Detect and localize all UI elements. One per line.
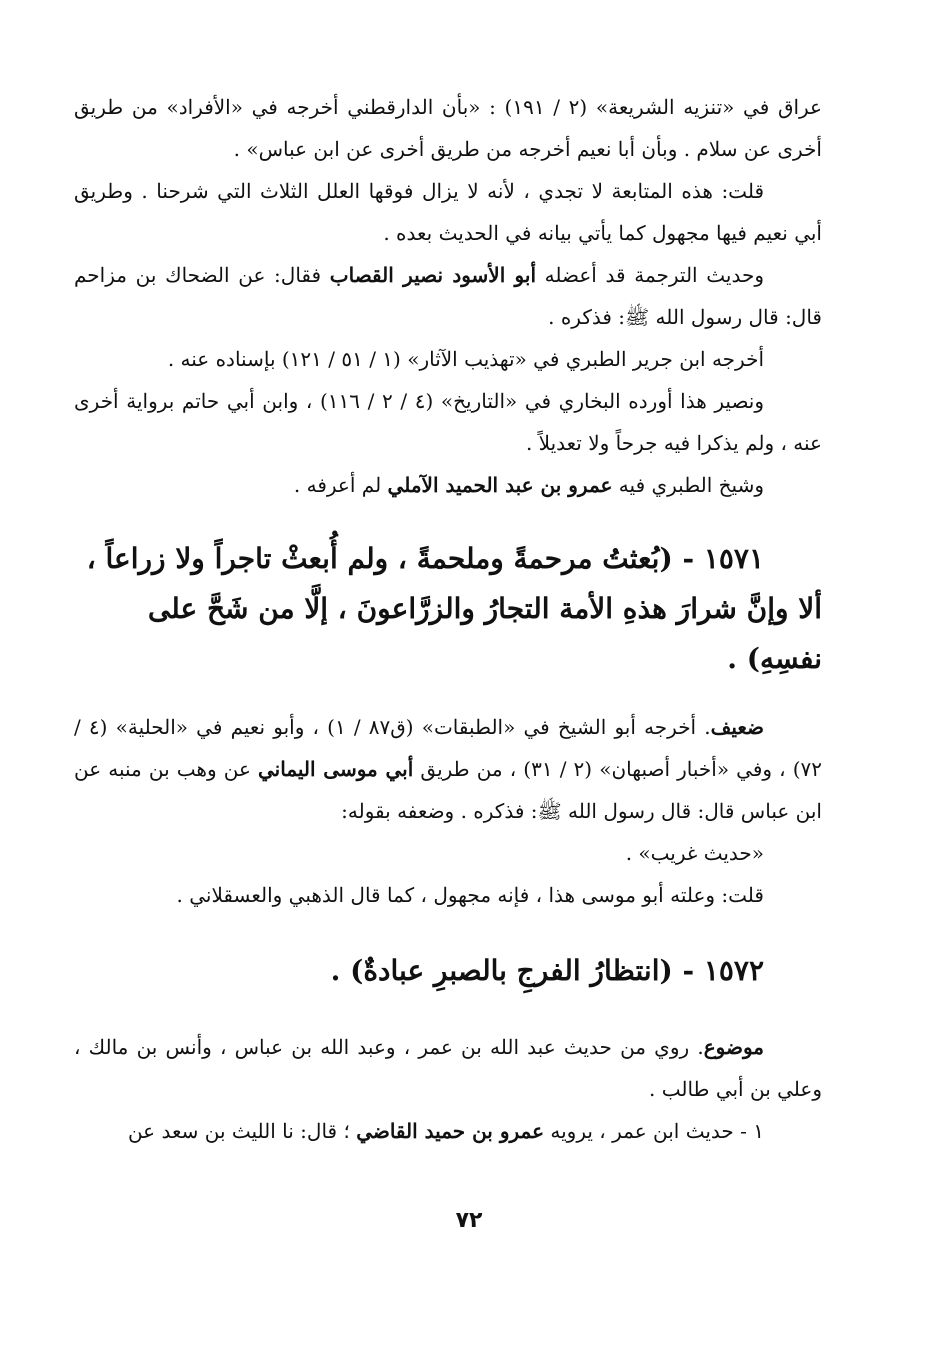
text-line <box>74 254 822 338</box>
text-line: ونصير هذا أورده البخاري في «التاريخ» (٤ / ٢ / ١١٦) ، وابن أبي حاتم برواية أخرى عنه ، ولم يذكرا فيه جرحاً ولا تعديلاً . <box>74 389 822 455</box>
narrator-name: أبو الأسود نصير القصاب <box>329 263 536 287</box>
text-run: ؛ قال: نا الليث بن سعد عن <box>127 1119 357 1143</box>
text-run: ١ - حديث ابن عمر ، يرويه <box>544 1119 764 1143</box>
text-line: قلت: هذه المتابعة لا تجدي ، لأنه لا يزال فوقها العلل الثلاث التي شرحنا . وطريق أبي نعيم فيها مجهول كما يأتي بيانه في الحديث بعده . <box>74 179 822 245</box>
page-body <box>74 86 822 1152</box>
text-line <box>74 464 822 506</box>
narrator-name: عمرو بن حميد القاضي <box>356 1119 545 1143</box>
paragraph-hadith-gharib <box>74 832 822 874</box>
paragraph-tabari-shaykh <box>74 464 822 506</box>
text-line <box>74 706 822 832</box>
text-line <box>74 1026 822 1110</box>
text-line: قلت: وعلته أبو موسى هذا ، فإنه مجهول ، كما قال الذهبي والعسقلاني . <box>176 883 764 907</box>
paragraph-qultu-1 <box>74 170 822 254</box>
grading-label: ضعيف <box>710 715 764 739</box>
narrator-name: عمرو بن عبد الحميد الآملي <box>387 473 613 497</box>
text-line: عراق في «تنزيه الشريعة» (٢ / ١٩١) : «بأن الدارقطني أخرجه في «الأفراد» من طريق أخرى عن سلام . وبأن أبا نعيم أخرجه من طريق أخرى عن ابن عباس» . <box>74 95 822 161</box>
page-number: ٧٢ <box>455 1208 483 1233</box>
text-line <box>74 1110 822 1152</box>
text-run: فقال: عن الضحاك بن مزاحم قال: قال رسول الله ﷺ: فذكره . <box>74 263 822 329</box>
paragraph-ibn-umar-route <box>74 1110 822 1152</box>
paragraph-daif-grading <box>74 706 822 832</box>
text-run: وشيخ الطبري فيه <box>612 473 764 497</box>
text-line: «حديث غريب» . <box>625 841 764 865</box>
text-run: لم أعرفه . <box>293 473 388 497</box>
hadith-heading-1571: ١٥٧١ - (بُعثتُ مرحمةً وملحمةً ، ولم أُبعثْ تاجراً ولا زراعاً ، ألا وإنَّ شرارَ هذهِ الأمة التجارُ والزرَّاعونَ ، إلَّا من شَحَّ على نفسِهِ) . <box>86 542 822 675</box>
text-run: وحديث الترجمة قد أعضله <box>536 263 764 287</box>
text-line: أخرجه ابن جرير الطبري في «تهذيب الآثار» (١ / ٥١ / ١٢١) بإسناده عنه . <box>167 347 764 371</box>
text-run: . أخرجه أبو الشيخ في «الطبقات» (ق٨٧ / ١) ، وأبو نعيم في «الحلية» (٤ / ٧٢) ، وفي «أخبار أصبهان» (٢ / ٣١) ، من طريق <box>74 715 823 781</box>
paragraph-qultu-2 <box>74 874 822 916</box>
hadith-heading-1572: ١٥٧٢ - (انتظارُ الفرجِ بالصبرِ عبادةٌ) . <box>330 954 764 987</box>
grading-label: موضوع <box>703 1035 764 1059</box>
paragraph-tabari-source <box>74 338 822 380</box>
paragraph-mawdu-grading <box>74 1026 822 1110</box>
text-run: عن وهب بن منبه عن ابن عباس قال: قال رسول الله ﷺ: فذكره . وضعفه بقوله: <box>74 757 822 823</box>
paragraph-tanzih-quote <box>74 86 822 170</box>
narrator-name: أبي موسى اليماني <box>258 757 414 781</box>
text-run: . روي من حديث عبد الله بن عمر ، وعبد الله بن عباس ، وأنس بن مالك ، وعلي بن أبي طالب . <box>74 1035 822 1101</box>
paragraph-tarjama-hadith <box>74 254 822 338</box>
paragraph-bukhari-tarikh <box>74 380 822 464</box>
